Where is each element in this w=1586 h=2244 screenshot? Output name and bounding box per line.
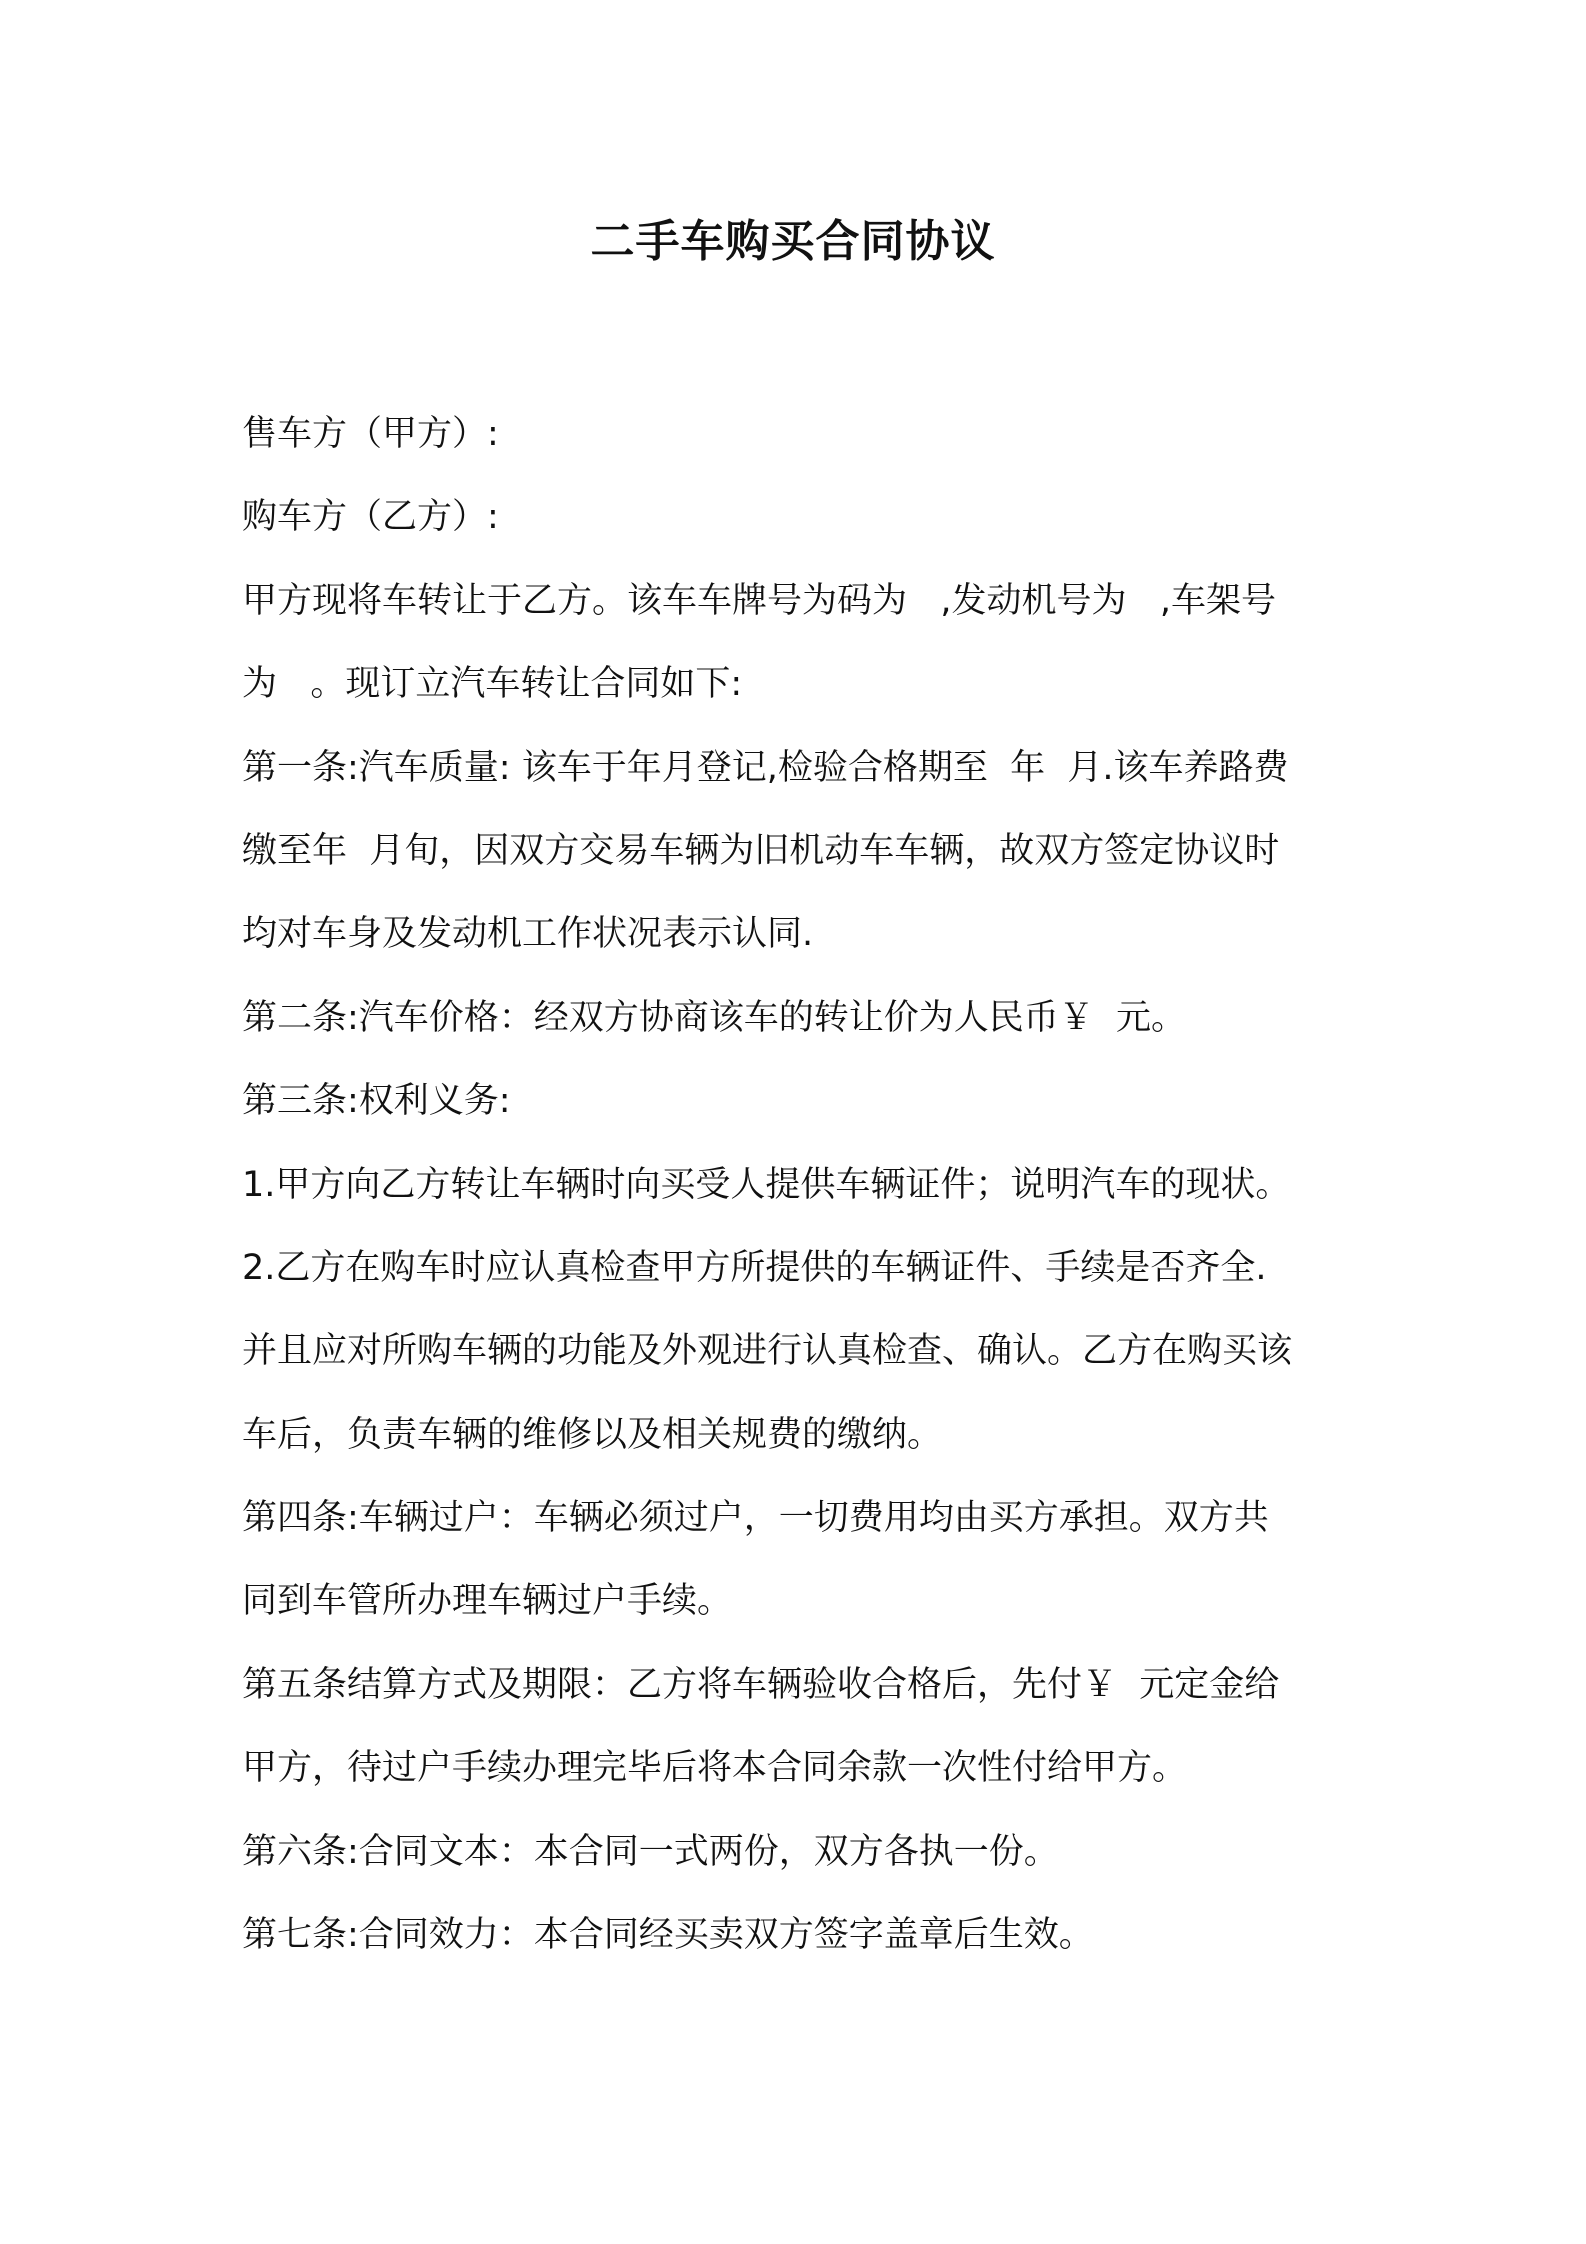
buyer-line: 购车方（乙方）: xyxy=(242,497,499,538)
article-3-heading: 第三条:权利义务: xyxy=(242,1081,511,1122)
article-4-line: 第四条:车辆过户：车辆必须过户，一切费用均由买方承担。双方共 xyxy=(242,1498,1269,1539)
document-title: 二手车购买合同协议 xyxy=(590,216,996,267)
seller-line: 售车方（甲方）: xyxy=(242,414,499,454)
article-5-line: 第五条结算方式及期限：乙方将车辆验收合格后，先付￥ 元定金给 xyxy=(242,1664,1280,1705)
article-4-line: 同到车管所办理车辆过户手续。 xyxy=(242,1581,733,1622)
article-7-line: 第七条:合同效力：本合同经买卖双方签字盖章后生效。 xyxy=(242,1915,1094,1956)
intro-line: 为 。现订立汽车转让合同如下: xyxy=(242,664,743,705)
article-2-line: 第二条:汽车价格：经双方协商该车的转让价为人民币￥ 元。 xyxy=(242,997,1187,1038)
article-1-line: 第一条:汽车质量: 该车于年月登记,检验合格期至 年 月.该车养路费 xyxy=(242,747,1289,788)
article-3-item-2: 车后，负责车辆的维修以及相关规费的缴纳。 xyxy=(242,1414,943,1455)
article-1-line: 缴至年 月旬，因双方交易车辆为旧机动车车辆，故双方签定协议时 xyxy=(242,830,1280,871)
intro-line: 甲方现将车转让于乙方。该车车牌号为码为 ,发动机号为 ,车架号 xyxy=(242,580,1277,621)
article-3-item-2: 并且应对所购车辆的功能及外观进行认真检查、确认。乙方在购买该 xyxy=(242,1331,1293,1372)
article-3-item-2: 2.乙方在购车时应认真检查甲方所提供的车辆证件、手续是否齐全. xyxy=(242,1247,1267,1288)
article-6-line: 第六条:合同文本：本合同一式两份，双方各执一份。 xyxy=(242,1831,1059,1872)
article-5-line: 甲方，待过户手续办理完毕后将本合同余款一次性付给甲方。 xyxy=(242,1748,1188,1789)
article-3-item-1: 1.甲方向乙方转让车辆时向买受人提供车辆证件；说明汽车的现状。 xyxy=(242,1164,1291,1205)
document-body xyxy=(242,404,1367,1988)
article-1-line: 均对车身及发动机工作状况表示认同. xyxy=(242,914,814,955)
